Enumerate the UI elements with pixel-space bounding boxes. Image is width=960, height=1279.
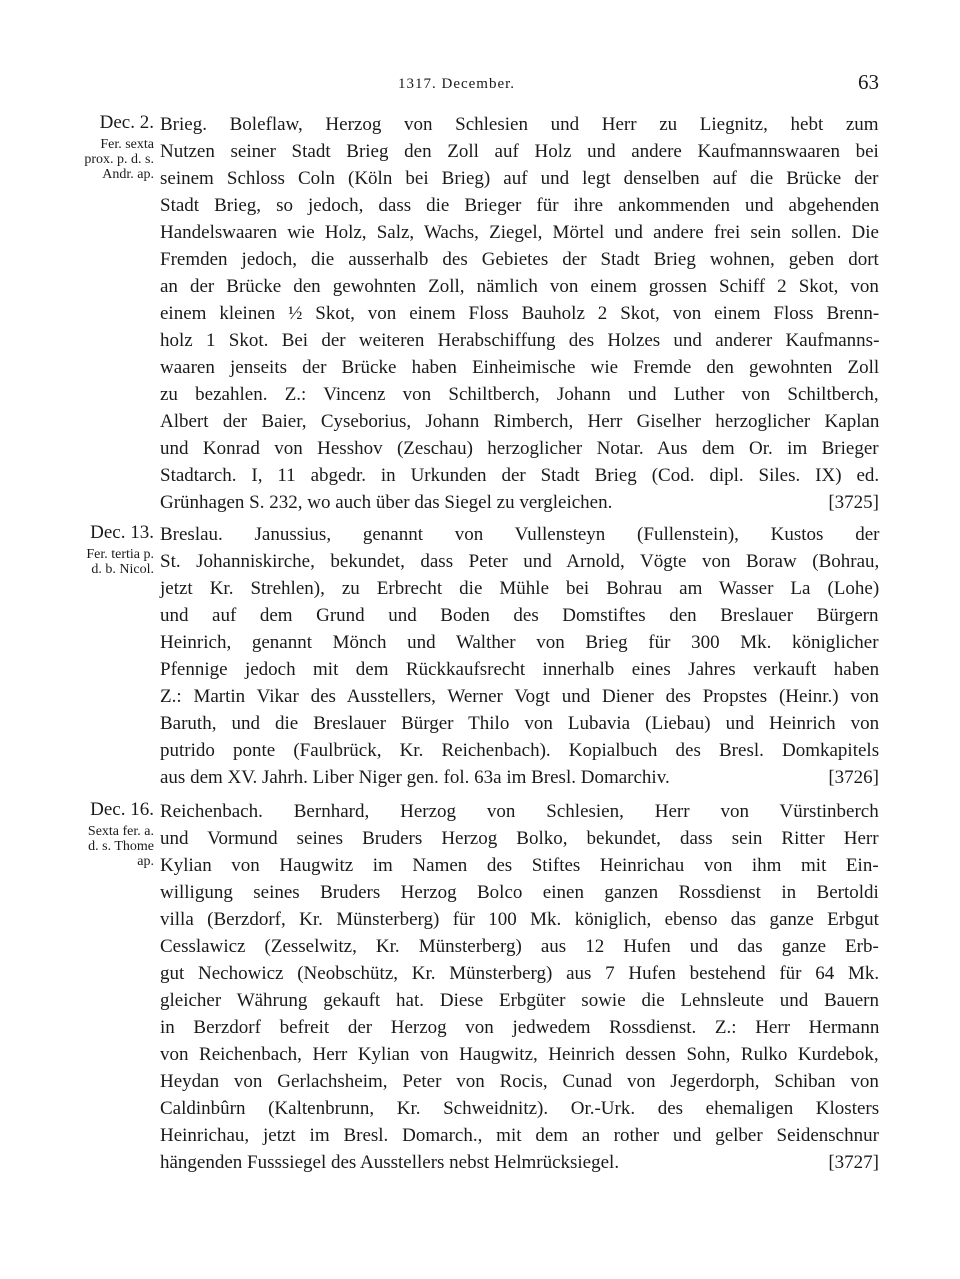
- text-line: Brieg. Boleflaw, Herzog von Schlesien und Herr zu Liegnitz, hebt zum: [160, 114, 879, 135]
- text-line-last: [160, 489, 879, 516]
- page-header: [0, 68, 960, 98]
- text-line: Pfennige jedoch mit dem Rückkaufsrecht innerhalb eines Jahres verkauft haben: [160, 659, 880, 680]
- text-line: und auf dem Grund und Boden des Domstiftes den Breslauer Bürgern: [160, 605, 879, 626]
- entry-number: [3725]: [828, 492, 879, 513]
- feast-day: Fer. tertia p. d. b. Nicol.: [86, 547, 154, 577]
- text-line: Heydan von Gerlachsheim, Peter von Rocis, Cunad von Jegerdorph, Schiban von: [160, 1071, 879, 1092]
- entry-number: [3727]: [828, 1152, 879, 1173]
- text-line: Grünhagen S. 232, wo auch über das Siegel zu vergleichen.: [160, 492, 613, 513]
- text-line: Caldinbûrn (Kaltenbrunn, Kr. Schweidnitz). Or.-Urk. des ehemaligen Klosters: [160, 1098, 880, 1119]
- text-line-last: [160, 764, 879, 791]
- entry-date: Dec. 2.: [99, 112, 154, 133]
- text-line: und Konrad von Hesshov (Zeschau) herzoglicher Notar. Aus dem Or. im Brieger: [160, 438, 879, 459]
- text-line: Z.: Martin Vikar des Ausstellers, Werner Vogt und Diener des Propstes (Heinr.) von: [160, 686, 879, 707]
- text-line: Fremden jedoch, die ausserhalb des Gebietes der Stadt Brieg wohnen, geben dort: [160, 249, 879, 270]
- text-line: und Vormund seines Bruders Herzog Bolko, bekundet, dass sein Ritter Herr: [160, 828, 879, 849]
- text-line: putrido ponte (Faulbrück, Kr. Reichenbach). Kopialbuch des Bresl. Domkapitels: [160, 740, 880, 761]
- text-line: Handelswaaren wie Holz, Salz, Wachs, Ziegel, Mörtel und andere frei sein sollen. Die: [160, 222, 879, 243]
- text-line: Stadtarch. I, 11 abgedr. in Urkunden der Stadt Brieg (Cod. dipl. Siles. IX) ed.: [160, 465, 880, 486]
- text-line: einem kleinen ½ Skot, von einem Floss Bauholz 2 Skot, von einem Floss Brenn-: [160, 303, 880, 324]
- text-line: willigung seines Bruders Herzog Bolco einen ganzen Rossdienst in Bertoldi: [160, 882, 879, 903]
- text-line: gleicher Währung gekauft hat. Diese Erbgüter sowie die Lehnsleute und Bauern: [160, 990, 879, 1011]
- text-line: Stadt Brieg, so jedoch, dass die Brieger für ihre ankommenden und abgehenden: [160, 195, 880, 216]
- text-line: seinem Schloss Coln (Köln bei Brieg) auf und legt denselben auf die Brücke der: [160, 168, 879, 189]
- feast-day: Fer. sexta prox. p. d. s. Andr. ap.: [84, 137, 154, 182]
- text-line: Albert der Baier, Cyseborius, Johann Rimberch, Herr Giselher herzoglicher Kaplan: [160, 411, 880, 432]
- entry-date: Dec. 13.: [90, 522, 154, 543]
- text-line: gut Nechowicz (Neobschütz, Kr. Münsterberg) aus 7 Hufen bestehend für 64 Mk.: [160, 963, 880, 984]
- text-line: Heinrich, genannt Mönch und Walther von Brieg für 300 Mk. königlicher: [160, 632, 879, 653]
- text-line-last: [160, 1149, 879, 1176]
- feast-day: Sexta fer. a. d. s. Thome ap.: [87, 824, 154, 869]
- margin-note: [52, 798, 154, 869]
- text-line: holz 1 Skot. Bei der weiteren Herabschiffung des Holzes und anderer Kaufmanns-: [160, 330, 880, 351]
- text-line: hängenden Fusssiegel des Ausstellers nebst Helmrücksiegel.: [160, 1152, 620, 1173]
- entry-text: [160, 798, 879, 1176]
- text-line: jetzt Kr. Strehlen), zu Erbrecht die Mühle bei Bohrau am Wasser La (Lohe): [160, 578, 880, 599]
- text-line: Kylian von Haugwitz im Namen des Stiftes Heinrichau von ihm mit Ein-: [160, 855, 879, 876]
- text-line: Heinrichau, jetzt im Bresl. Domarch., mit dem an rother und gelber Seidenschnur: [160, 1125, 879, 1146]
- text-line: St. Johanniskirche, bekundet, dass Peter und Arnold, Vögte von Boraw (Bohrau,: [160, 551, 880, 572]
- text-line: Baruth, und die Breslauer Bürger Thilo von Lubavia (Liebau) und Heinrich von: [160, 713, 880, 734]
- text-line: an der Brücke den gewohnten Zoll, nämlich von einem grossen Schiff 2 Skot, von: [160, 276, 879, 297]
- text-line: Cesslawicz (Zesselwitz, Kr. Münsterberg) aus 12 Hufen und das ganze Erb-: [160, 936, 879, 957]
- entry-text: [160, 521, 879, 791]
- text-line: in Berzdorf befreit der Herzog von jedwedem Rossdienst. Z.: Herr Hermann: [160, 1017, 880, 1038]
- margin-note: [52, 521, 154, 577]
- text-line: Nutzen seiner Stadt Brieg den Zoll auf Holz und andere Kaufmannswaaren bei: [160, 141, 879, 162]
- text-line: waaren jenseits der Brücke haben Einheimische wie Fremde den gewohnten Zoll: [160, 357, 880, 378]
- entry-text: [160, 111, 879, 516]
- text-line: aus dem XV. Jahrh. Liber Niger gen. fol. 63a im Bresl. Domarchiv.: [160, 767, 670, 788]
- text-line: villa (Berzdorf, Kr. Münsterberg) für 100 Mk. königlich, ebenso das ganze Erbgut: [160, 909, 879, 930]
- text-line: Breslau. Janussius, genannt von Vullensteyn (Fullenstein), Kustos der: [160, 524, 880, 545]
- page-number: 63: [858, 70, 879, 94]
- text-line: zu bezahlen. Z.: Vincenz von Schiltberch, Johann und Luther von Schiltberch,: [160, 384, 879, 405]
- entry-date: Dec. 16.: [90, 799, 154, 820]
- running-title: 1317. December.: [398, 76, 516, 92]
- entry-number: [3726]: [828, 767, 879, 788]
- text-line: Reichenbach. Bernhard, Herzog von Schlesien, Herr von Vürstinberch: [160, 801, 879, 822]
- margin-note: [52, 111, 154, 182]
- text-line: von Reichenbach, Herr Kylian von Haugwitz, Heinrich dessen Sohn, Rulko Kurdebok,: [160, 1044, 879, 1065]
